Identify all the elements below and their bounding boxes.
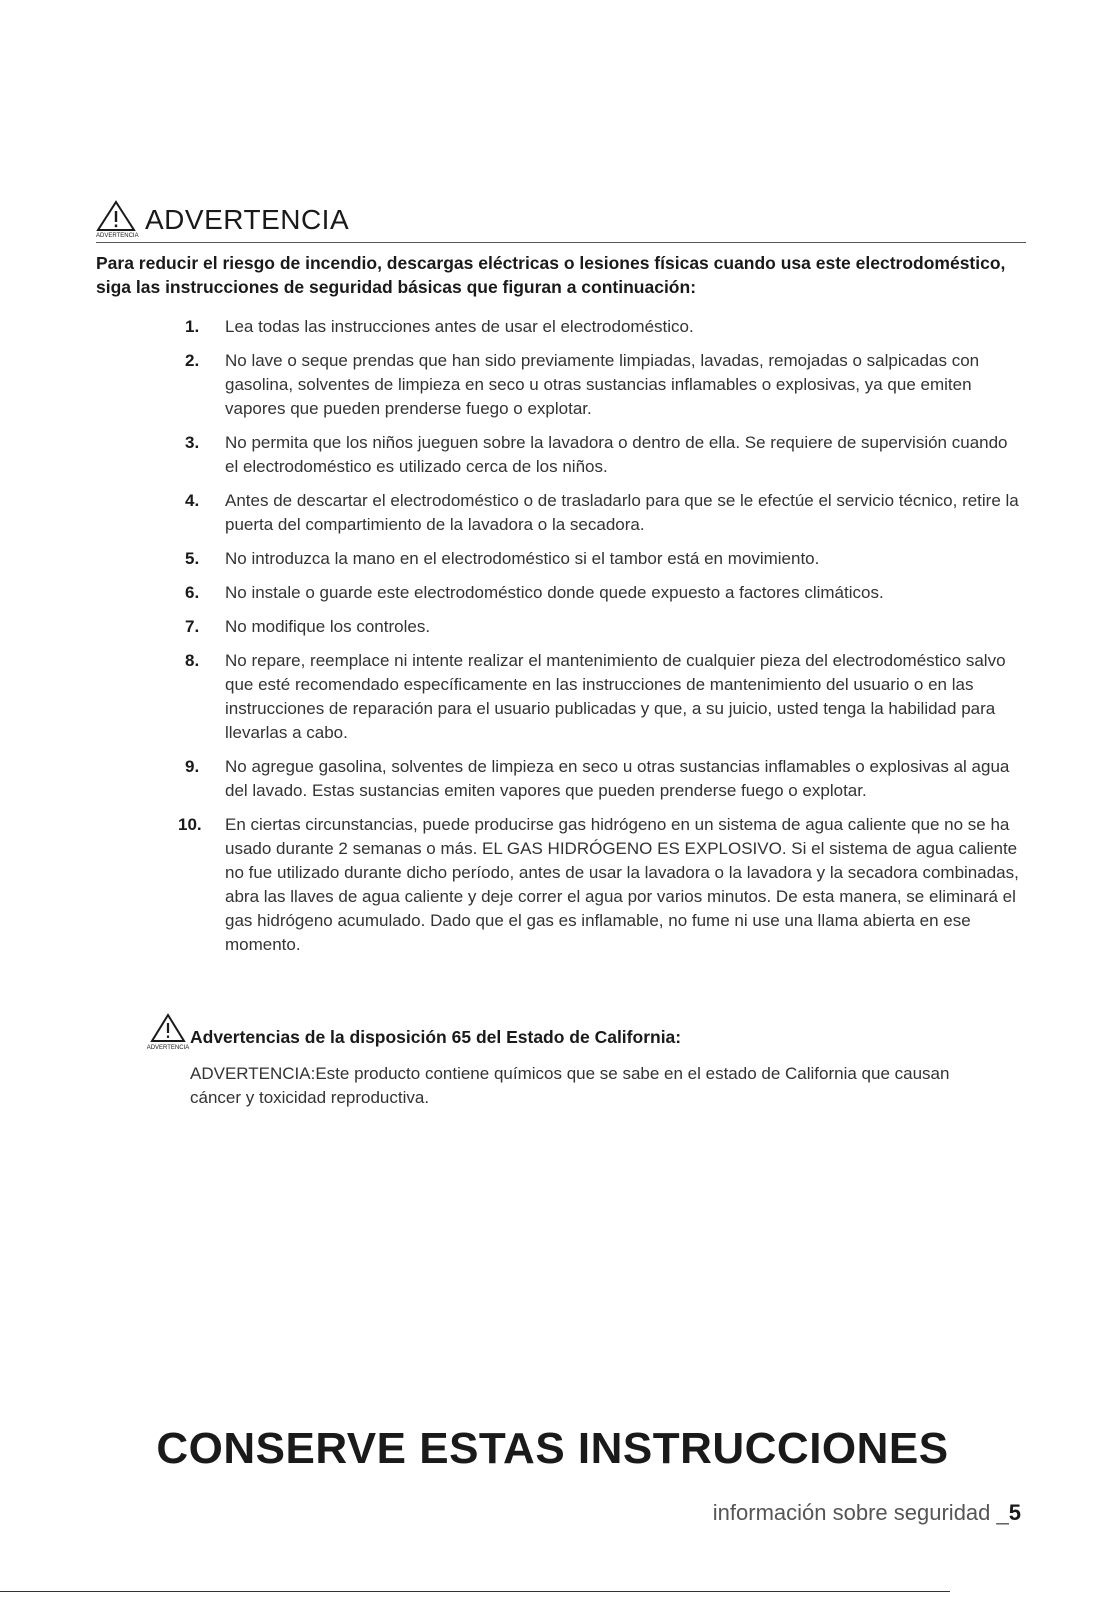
intro-text: Para reducir el riesgo de incendio, descargas eléctricas o lesiones físicas cuando usa este electrodoméstico, siga las instrucciones de seguridad básicas que figuran a continuación: bbox=[96, 253, 1006, 297]
page-footer bbox=[713, 1500, 1021, 1526]
item-number: 8. bbox=[185, 651, 200, 670]
item-number: 3. bbox=[185, 433, 200, 452]
list-item bbox=[185, 489, 1025, 537]
prop65-icon-caption: ADVERTENCIA bbox=[146, 1045, 190, 1051]
prop65-title: Advertencias de la disposición 65 del Estado de California: bbox=[190, 1027, 682, 1047]
warning-header bbox=[96, 200, 1026, 243]
warning-triangle-icon bbox=[96, 200, 140, 240]
warning-triangle-icon bbox=[146, 1013, 190, 1053]
item-text: No instale o guarde este electrodoméstico donde quede expuesto a factores climáticos. bbox=[225, 583, 884, 602]
list-item bbox=[185, 615, 1025, 639]
list-item bbox=[185, 755, 1025, 803]
instructions-list bbox=[178, 315, 1025, 967]
page-number: 5 bbox=[1008, 1500, 1021, 1525]
item-text: No repare, reemplace ni intente realizar el mantenimiento de cualquier pieza del electrodoméstico salvo que esté recomendado específicamente en las instrucciones de mantenimiento del usuario o en las instrucciones de reparación para el usuario publicadas y que, a su juicio, usted tenga la habilidad para llevarlas a cabo. bbox=[225, 651, 1006, 742]
item-number: 2. bbox=[185, 351, 200, 370]
conserve-heading: CONSERVE ESTAS INSTRUCCIONES bbox=[156, 1424, 949, 1473]
list-item bbox=[185, 547, 1025, 571]
list-item bbox=[185, 315, 1025, 339]
item-number: 1. bbox=[185, 317, 200, 336]
item-number: 5. bbox=[185, 549, 200, 568]
warning-icon-caption: ADVERTENCIA bbox=[96, 233, 139, 239]
list-item bbox=[185, 431, 1025, 479]
item-text: No introduzca la mano en el electrodoméstico si el tambor está en movimiento. bbox=[225, 549, 820, 568]
item-number: 6. bbox=[185, 583, 200, 602]
list-item bbox=[178, 813, 1025, 957]
item-number: 4. bbox=[185, 491, 200, 510]
prop65-body: ADVERTENCIA:Este producto contiene químicos que se sabe en el estado de California que causan cáncer y toxicidad reproductiva. bbox=[190, 1064, 950, 1107]
item-number: 10. bbox=[178, 815, 202, 834]
item-text: No permita que los niños jueguen sobre la lavadora o dentro de ella. Se requiere de supervisión cuando el electrodoméstico es utilizado cerca de los niños. bbox=[225, 433, 1008, 476]
item-text: No agregue gasolina, solventes de limpieza en seco u otras sustancias inflamables o explosivas al agua del lavado. Estas sustancias emiten vapores que pueden prenderse fuego o explotar. bbox=[225, 757, 1010, 800]
item-number: 9. bbox=[185, 757, 200, 776]
bottom-divider bbox=[0, 1591, 950, 1592]
footer-section: información sobre seguridad _ bbox=[712, 1500, 1009, 1525]
list-item bbox=[185, 349, 1025, 421]
item-text: Lea todas las instrucciones antes de usar el electrodoméstico. bbox=[225, 317, 694, 336]
item-text: No modifique los controles. bbox=[225, 617, 431, 636]
item-text: En ciertas circunstancias, puede producirse gas hidrógeno en un sistema de agua caliente que no se ha usado durante 2 semanas o más. EL GAS HIDRÓGENO ES EXPLOSIVO. Si el sistema de agua caliente no fue utilizado durante dicho período, antes de usar la lavadora o la lavadora y la secadora combinadas, abra las llaves de agua caliente y deje correr el agua por varios minutos. De esta manera, se eliminará el gas hidrógeno acumulado. Dado que el gas es inflamable, no fume ni use una llama abierta en ese momento. bbox=[225, 815, 1019, 954]
item-number: 7. bbox=[185, 617, 200, 636]
warning-title: ADVERTENCIA bbox=[145, 204, 350, 235]
list-item bbox=[185, 649, 1025, 745]
list-item bbox=[185, 581, 1025, 605]
item-text: Antes de descartar el electrodoméstico o de trasladarlo para que se le efectúe el servicio técnico, retire la puerta del compartimiento de la lavadora o la secadora. bbox=[225, 491, 1019, 534]
item-text: No lave o seque prendas que han sido previamente limpiadas, lavadas, remojadas o salpicadas con gasolina, solventes de limpieza en seco u otras sustancias inflamables o explosivas, ya que emiten vapores que pueden prenderse fuego o explotar. bbox=[225, 351, 980, 418]
